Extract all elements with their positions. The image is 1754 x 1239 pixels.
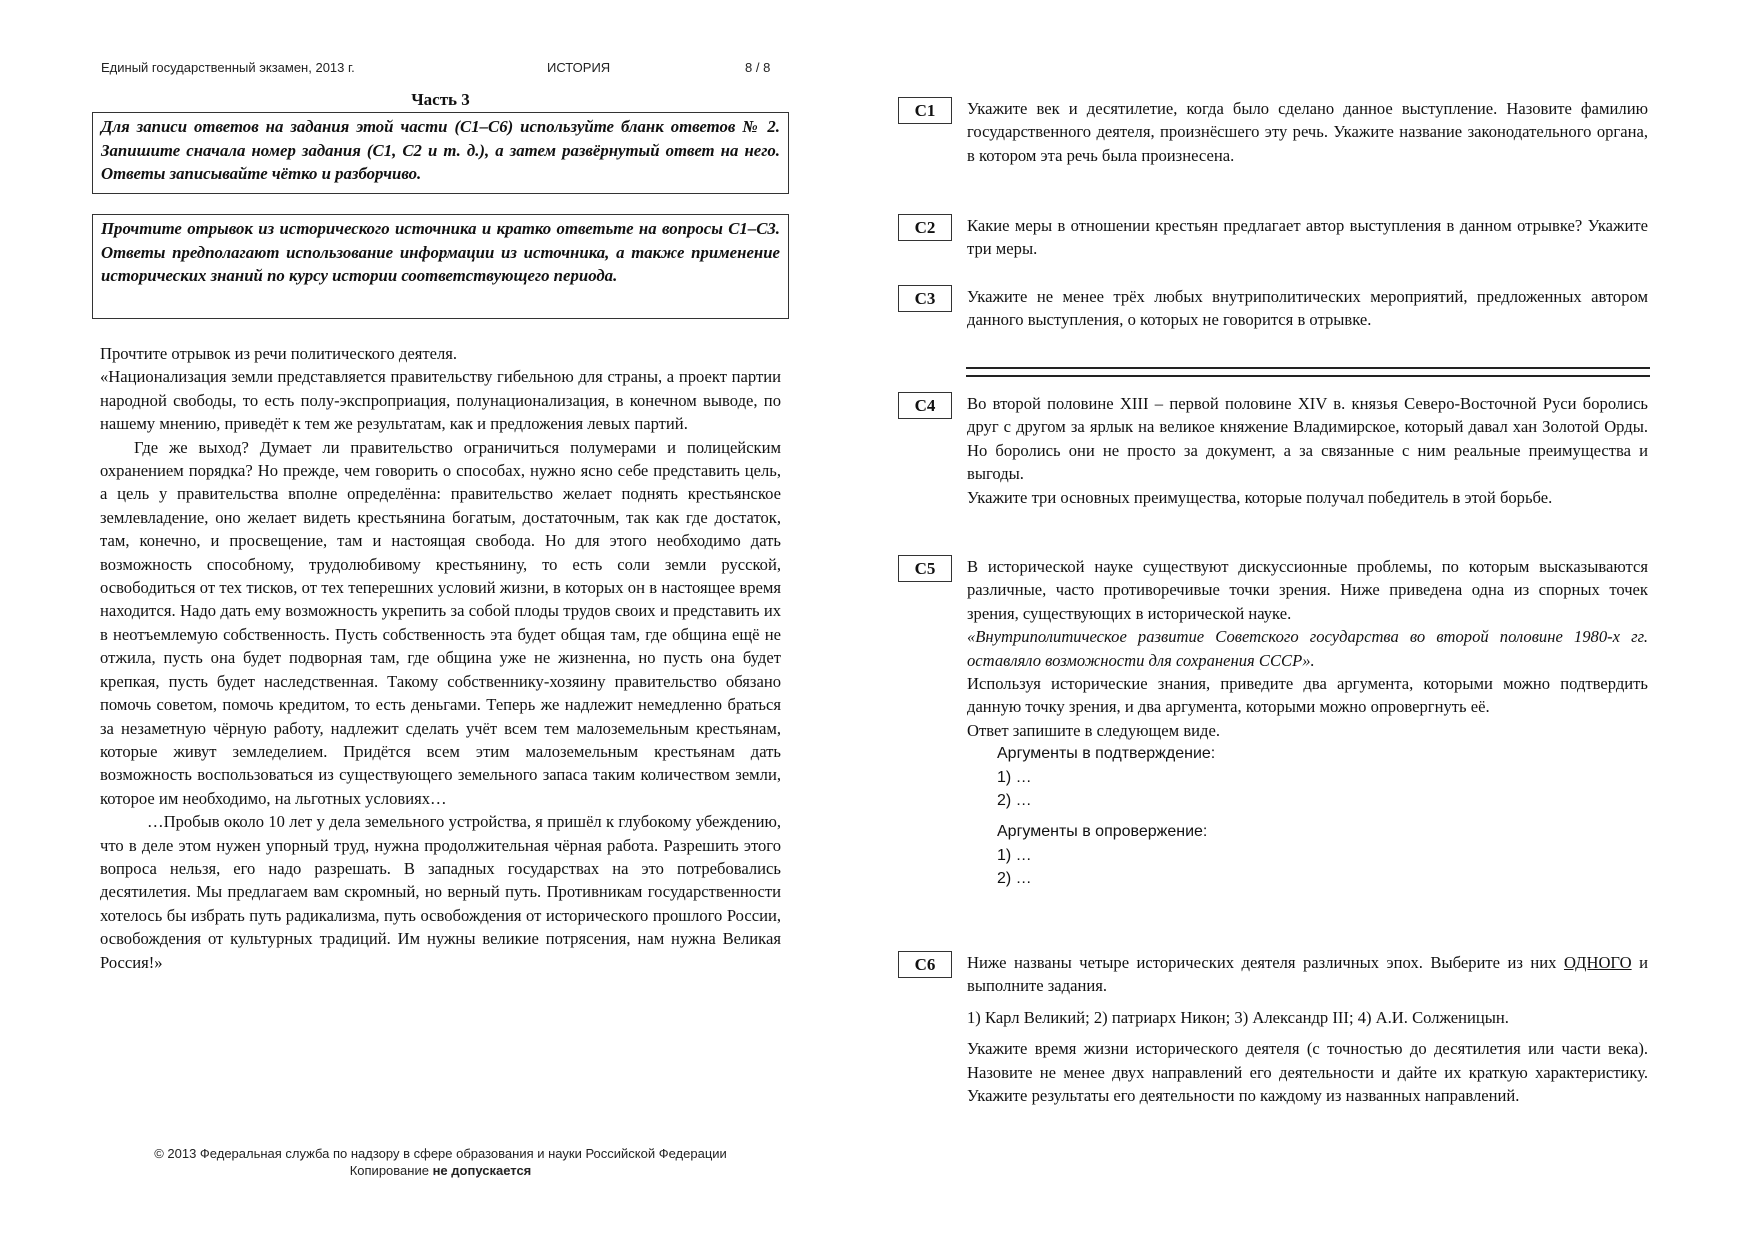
question-c4-text-1: Во второй половине XIII – первой половине XIV в. князья Северо-Восточной Руси боролись друг с другом за ярлык на великое княжение Владимирское, который давал хан Золотой Орды. Но боролись они не просто за документ, а за связанные с ним реальные преимущества и выгоды. [967,394,1648,484]
question-c1-label: С1 [898,97,952,124]
question-c5-pro-2: 2) … [997,792,1032,810]
copyright-footer [92,1145,789,1179]
source-paragraph-3: …Пробыв около 10 лет у дела земельного устройства, я пришёл к глубокому убеждению, что в деле этом нужен упорный труд, нужна продолжительная чёрная работа. Разрешить этого вопроса нельзя, его надо разрешать. В западных государствах на это потребовались десятилетия. Мы предлагаем вам скромный, но верный путь. Противникам государственности хотелось бы избрать путь радикализма, путь освобождения от исторического прошлого России, освобождения от культурных традиций. Им нужны великие потрясения, нам нужна Великая Россия!» [100,812,781,972]
part-title: Часть 3 [411,90,470,109]
question-c2-text: Какие меры в отношении крестьян предлагает автор выступления в данном отрывке? Укажите три меры. [967,216,1648,259]
question-c6-list: 1) Карл Великий; 2) патриарх Никон; 3) Александр III; 4) А.И. Солженицын. [967,1007,1509,1027]
question-c5-text-1: В исторической науке существуют дискуссионные проблемы, по которым высказываются различные, часто противоречивые точки зрения. Ниже приведена одна из спорных точек зрения, существующих в исторической науке. [967,557,1648,623]
question-c6-label: С6 [898,951,952,978]
question-c5-quote: «Внутриполитическое развитие Советского государства во второй половине 1980-х гг. оставляло возможности для сохранения СССР». [967,627,1648,670]
question-c5-text [967,555,1648,891]
question-c6-text-1a: Ниже названы четыре исторических деятеля различных эпох. Выберите из них [967,953,1557,972]
reading-instruction-box: Прочтите отрывок из исторического источника и кратко ответьте на вопросы С1–С3. Ответы предполагают использование информации из источника, а также применение исторических знаний по курсу истории соответствующего периода. [92,214,789,319]
question-c6-text-2: Укажите время жизни исторического деятеля (с точностью до десятилетия или части века). Назовите не менее двух направлений его деятельности и дайте их краткую характеристику. Укажите результаты его деятельности по каждому из названных направлений. [967,1039,1648,1106]
question-c4-label: С4 [898,392,952,419]
instruction-box: Для записи ответов на задания этой части (С1–С6) используйте бланк ответов № 2. Запишите сначала номер задания (С1, С2 и т. д.), а затем развёрнутый ответ на него. Ответы записывайте чётко и разборчиво. [92,112,789,194]
question-c5-pro-1: 1) … [997,768,1032,786]
question-c6-text [967,951,1648,1107]
question-c5-pro-title: Аргументы в подтверждение: [997,745,1216,763]
header-subject: ИСТОРИЯ [547,60,611,75]
footer-line-1: © 2013 Федеральная служба по надзору в сфере образования и науки Российской Федерации [154,1146,727,1161]
header-page-number: 8 / 8 [745,60,771,75]
footer-line-2 [92,1162,789,1179]
question-c1-text: Укажите век и десятилетие, когда было сделано данное выступление. Назовите фамилию государственного деятеля, произнёсшего эту речь. Укажите название законодательного органа, в котором эта речь была произнесена. [967,99,1648,165]
question-c3-text: Укажите не менее трёх любых внутриполитических мероприятий, предложенных автором данного выступления, о которых не говорится в отрывке. [967,287,1648,330]
question-c3-label: С3 [898,285,952,312]
question-c5-label: С5 [898,555,952,582]
question-c5-text-2: Используя исторические знания, приведите два аргумента, которыми можно подтвердить данную точку зрения, и два аргумента, которыми можно опровергнуть её. [967,674,1648,717]
question-c4-text [967,392,1648,509]
question-c4-text-2: Укажите три основных преимущества, которые получал победитель в этой борьбе. [967,487,1553,507]
header-exam-name: Единый государственный экзамен, 2013 г. [101,60,355,75]
footer-copy-text: Копирование [349,1163,429,1178]
footer-copy-bold: не допускается [432,1163,532,1178]
source-paragraph-1: «Национализация земли представляется правительству гибельною для страны, а проект партии народной свободы, то есть полу-экспроприация, полунационализация, в конечном выводе, по нашему мнению, приведёт к тем же результатам, как и предложения левых партий. [100,367,781,434]
question-c5-con-1: 1) … [997,846,1032,864]
question-c6-underlined: ОДНОГО [1563,953,1632,972]
question-c5-con-title: Аргументы в опровержение: [997,823,1208,841]
question-c5-con-2: 2) … [997,870,1032,888]
question-c5-text-3: Ответ запишите в следующем виде. [967,720,1220,740]
question-c6-text-1b: и выполните задания. [967,953,1648,996]
source-excerpt [100,342,781,974]
question-c6-text-1 [967,951,1648,998]
question-c2-label: С2 [898,214,952,241]
section-divider [966,367,1650,377]
source-paragraph-2: Где же выход? Думает ли правительство ограничиться полумерами и полицейским охранением порядка? Но прежде, чем говорить о способах, нужно ясно себе представить цель, а цель у правительства вполне определённа: правительство желает поднять крестьянское землевладение, оно желает видеть крестьянина богатым, достаточным, так как где достаток, там, конечно, и просвещение, там и настоящая свобода. Но для этого необходимо дать возможность способному, трудолюбивому крестьянину, то есть соли земли русской, освободиться от тех тисков, от тех теперешних условий жизни, в которых он в настоящее время находится. Надо дать ему возможность укрепить за собой плоды трудов своих и представить их в неотъемлемую собственность. Пусть собственность эта будет общая там, где община ещё не отжила, пусть она будет подворная там, где община уже не жизненна, но пусть она будет крепкая, пусть будет наследственная. Такому собственнику-хозяину правительство обязано помочь советом, помочь кредитом, то есть деньгами. Теперь же надлежит немедленно браться за незаметную чёрную работу, надлежит сделать учёт всем тем малоземельным крестьянам, которые живут земледелием. Придётся всем этим малоземельным крестьянам дать возможность воспользоваться из существующего земельного запаса таким количеством земли, которое им необходимо, на льготных условиях… [100,437,781,808]
source-intro: Прочтите отрывок из речи политического деятеля. [100,344,458,363]
